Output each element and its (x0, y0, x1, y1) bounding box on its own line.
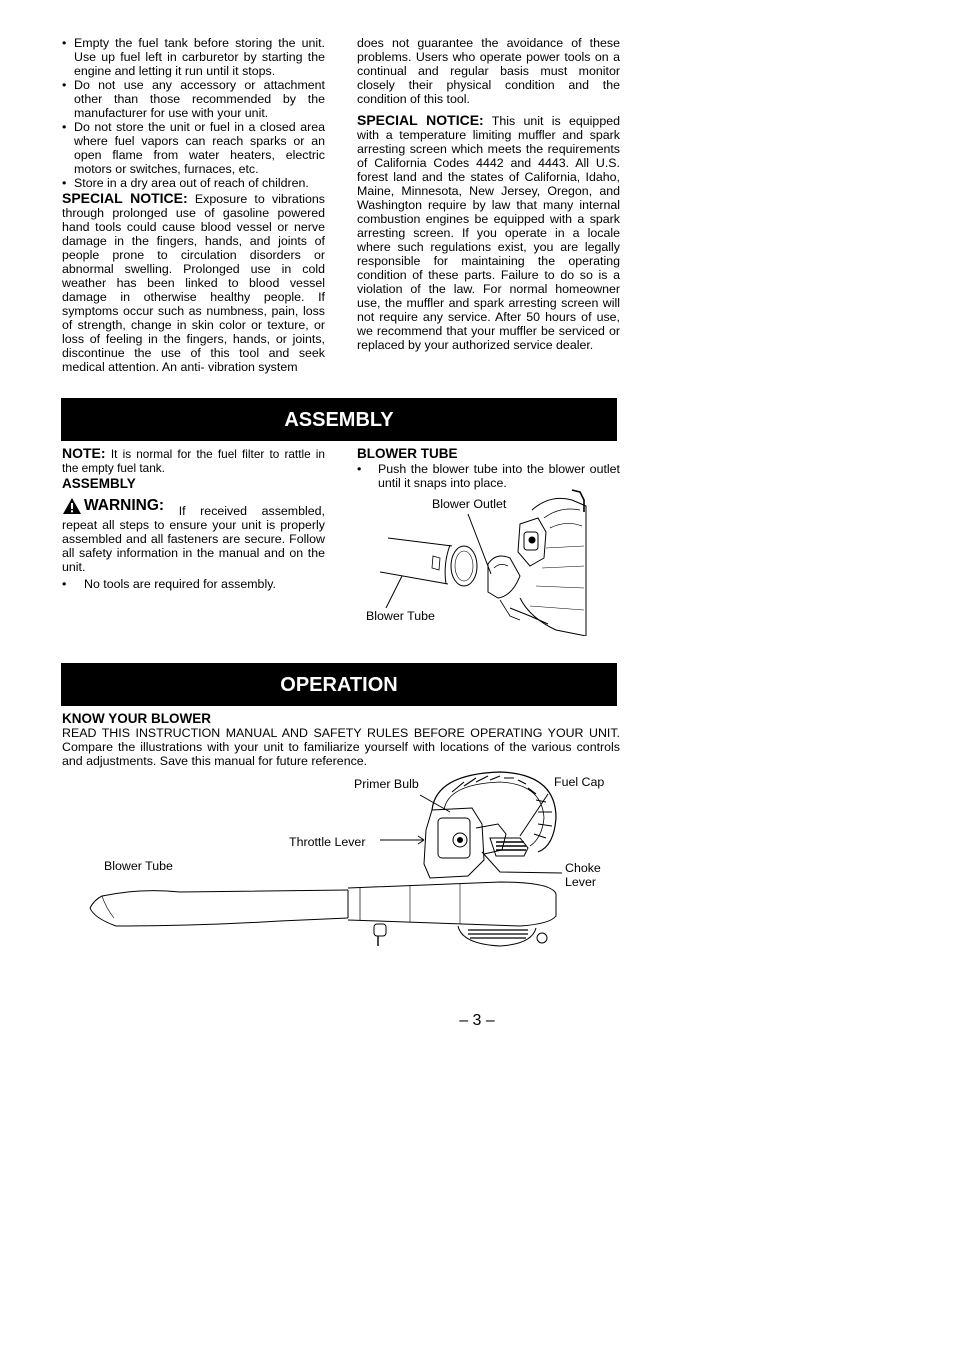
warning-heading (62, 497, 164, 515)
warning-text: If received assembled, repeat all steps to ensure your unit is properly assembled and all fasteners are secure. Follow all safety information in the manual and on the unit. (62, 504, 325, 574)
storage-bullet-list (62, 36, 325, 190)
operation-intro (62, 726, 620, 768)
special-notice-label: SPECIAL NOTICE: (357, 112, 484, 128)
vibration-notice-continued: does not guarantee the avoidance of these problems. Users who operate power tools on a continual and regular basis must monitor closely their physical condition and the condition of this tool. (357, 36, 620, 106)
blower-tube-label: Blower Tube (104, 859, 173, 873)
page-number: – 3 – (459, 1012, 495, 1029)
left-column (62, 36, 325, 374)
operation-section (62, 711, 620, 768)
blower-tube-label: Blower Tube (366, 609, 435, 623)
throttle-lever-label: Throttle Lever (289, 835, 366, 849)
warning-triangle-icon (62, 497, 82, 515)
fuel-cap-label: Fuel Cap (554, 775, 605, 789)
assembly-bullet-list (62, 577, 325, 591)
note-text: It is normal for the fuel filter to rattle in the empty fuel tank. (62, 447, 325, 475)
list-item: • Store in a dry area out of reach of children. (62, 176, 325, 190)
list-item: • Do not use any accessory or attachment other than those recommended by the manufacturer for use with your unit. (62, 78, 325, 120)
blower-tube-bullet-list (357, 462, 620, 490)
list-item: • Empty the fuel tank before storing the unit. Use up fuel left in carburetor by starting the engine and letting it run until it stops. (62, 36, 325, 78)
assembly-subheading: ASSEMBLY (62, 476, 136, 491)
assembly-banner: ASSEMBLY (61, 398, 617, 441)
know-your-blower-heading: KNOW YOUR BLOWER (62, 711, 211, 726)
assembly-right-column (357, 446, 620, 490)
special-notice-text: Exposure to vibrations through prolonged use of gasoline powered hand tools could cause blood vessel or nerve damage in the fingers, hands, and joints of people prone to circulation disorders or abnormal swelling. Prolonged use in cold weather has been linked to blood vessel damage in otherwise healthy people. If symptoms occur such as numbness, pain, loss of strength, change in skin color or texture, or loss of feeling in the fingers, hands, or joints, discontinue the use of this tool and seek medical attention. An anti- vibration system (62, 192, 325, 374)
intro-caps: READ THIS INSTRUCTION MANUAL AND SAFETY RULES BEFORE OPERATING YOUR UNIT. (62, 726, 620, 740)
special-notice-text: This unit is equipped with a temperature limiting muffler and spark arresting screen which meets the requirements of California Codes 4442 and 4443. All U.S. forest land and the states of California, Idaho, Maine, Minnesota, New Jersey, Oregon, and Washington require by law that many internal combustion engines be equipped with a spark arresting screen. If you operate in a locale where such regulations exist, you are legally responsible for maintaining the operating condition of these parts. Failure to do so is a violation of the law. For normal homeowner use, the muffler and spark arresting screen will not require any service. After 50 hours of use, we recommend that your muffler be serviced or replaced by your authorized service dealer. (357, 114, 620, 352)
assembly-warning (62, 497, 325, 574)
choke-lever-label: Choke Lever (565, 861, 601, 889)
intro-rest: Compare the illustrations with your unit to familiarize yourself with locations of the various controls and adjustments. Save this manual for future reference. (62, 740, 620, 768)
note-label: NOTE: (62, 445, 106, 461)
blower-tube-heading: BLOWER TUBE (357, 446, 458, 461)
list-item: • No tools are required for assembly. (62, 577, 325, 591)
fuel-filter-note (62, 446, 325, 475)
vibration-notice (62, 191, 325, 374)
list-item: • Push the blower tube into the blower outlet until it snaps into place. (357, 462, 620, 490)
special-notice-label: SPECIAL NOTICE: (62, 190, 188, 206)
muffler-notice (357, 113, 620, 352)
right-column (357, 36, 620, 352)
warning-label: WARNING: (84, 497, 165, 514)
primer-bulb-label: Primer Bulb (354, 777, 419, 791)
blower-outlet-label: Blower Outlet (432, 497, 507, 511)
assembly-left-column (62, 446, 325, 591)
operation-banner: OPERATION (61, 663, 617, 706)
list-item: • Do not store the unit or fuel in a closed area where fuel vapors can reach sparks or an open flame from water heaters, electric motors or switches, furnaces, etc. (62, 120, 325, 176)
